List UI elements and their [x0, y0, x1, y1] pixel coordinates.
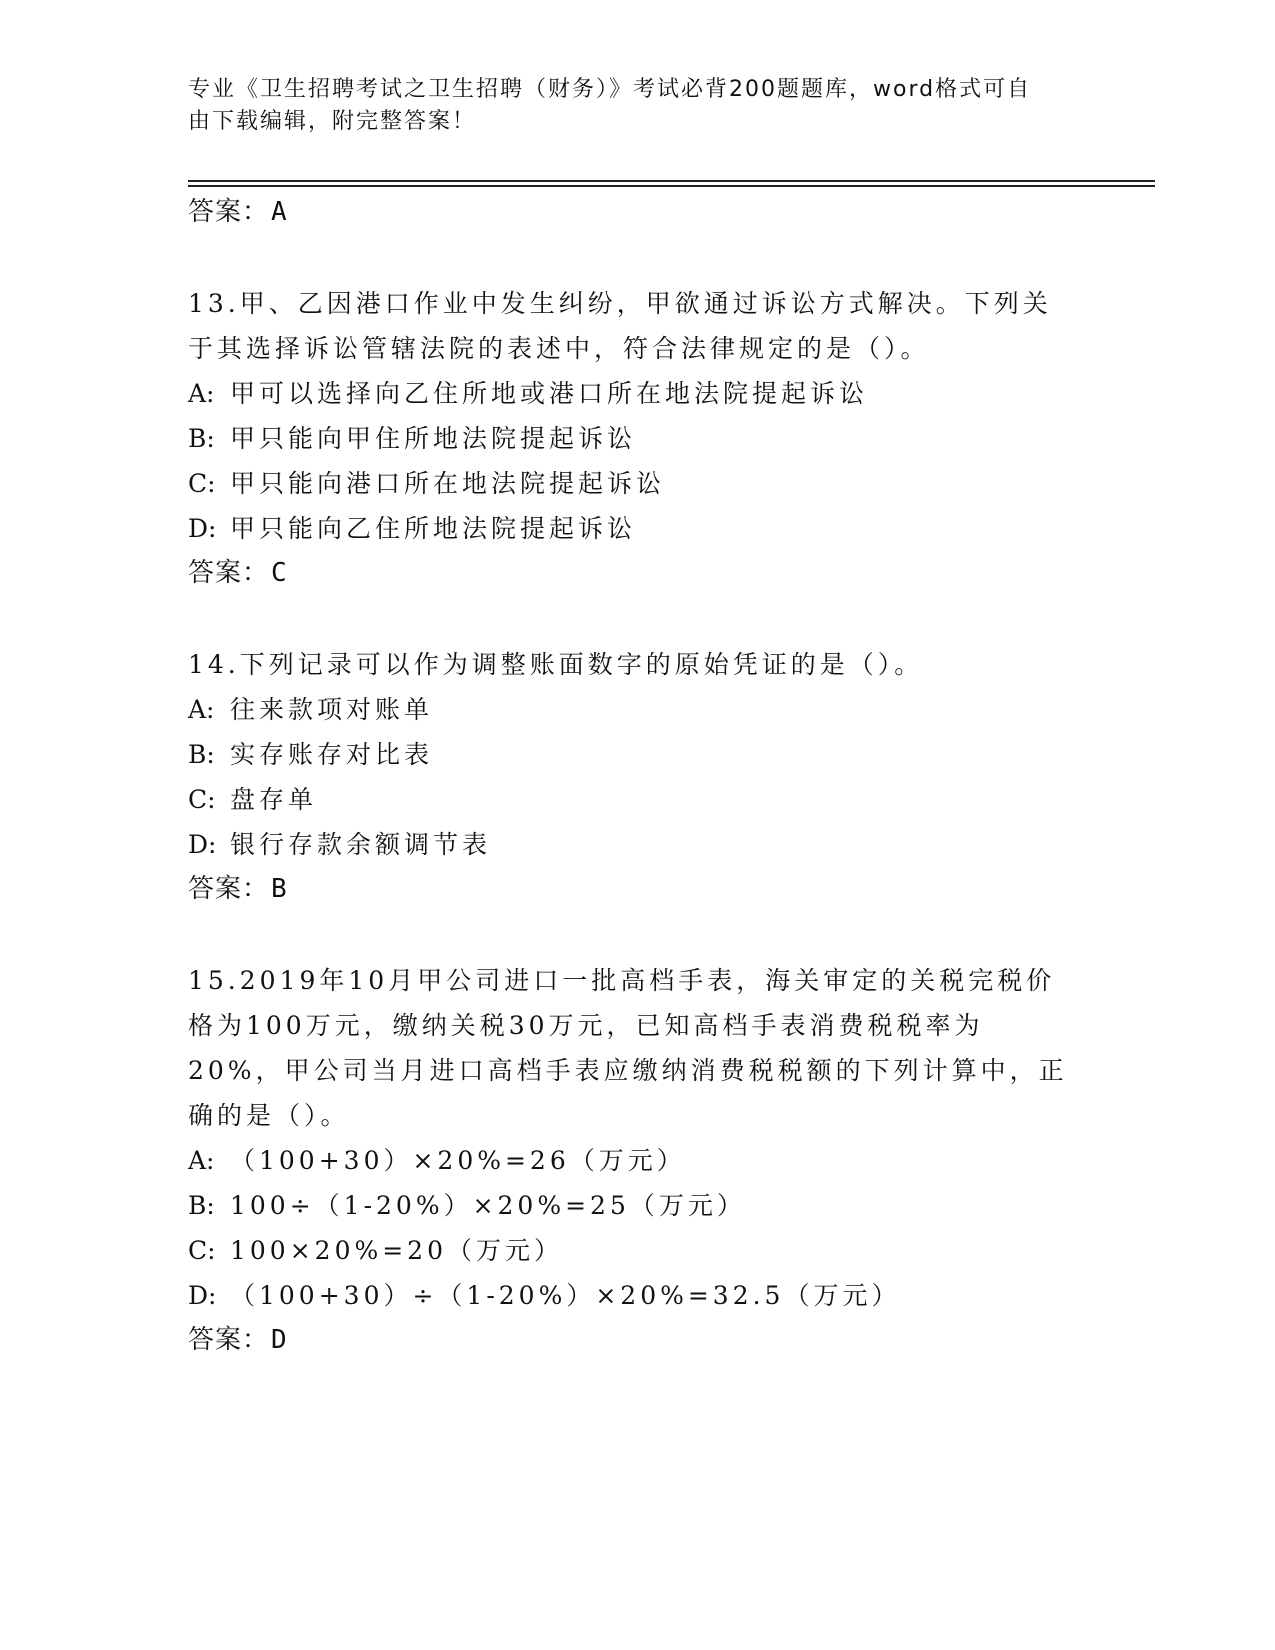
option-a — [188, 1138, 1088, 1183]
header-divider-top — [188, 180, 1155, 182]
option-text: 盘存单 — [230, 785, 318, 814]
answer-value: D — [271, 1325, 287, 1355]
option-key: C: — [188, 1236, 216, 1265]
answer-value: A — [271, 197, 287, 227]
header-line-1: 专业《卫生招聘考试之卫生招聘（财务）》考试必背200题题库，word格式可自 — [188, 77, 1032, 102]
option-text: 甲可以选择向乙住所地或港口所在地法院提起诉讼 — [230, 379, 869, 408]
option-key: B: — [188, 424, 215, 453]
header-divider-bottom — [188, 185, 1155, 187]
answer-label: 答案： — [188, 197, 270, 227]
option-b — [188, 732, 1088, 777]
option-b — [188, 1183, 1088, 1228]
answer-value: B — [271, 874, 287, 904]
question-stem: 13.甲、乙因港口作业中发生纠纷，甲欲通过诉讼方式解决。下列关于其选择诉讼管辖法院的表述中，符合法律规定的是（）。 — [188, 289, 1052, 363]
question-14 — [188, 642, 1088, 912]
question-answer — [188, 1318, 1088, 1363]
page-header — [188, 74, 1068, 138]
option-d — [188, 822, 1088, 867]
option-key: B: — [188, 1191, 215, 1220]
previous-answer — [188, 190, 1088, 235]
option-text: 甲只能向甲住所地法院提起诉讼 — [230, 424, 637, 453]
option-text: （100+30）÷（1-20%）×20%=32.5（万元） — [230, 1281, 901, 1310]
question-15 — [188, 958, 1088, 1363]
answer-label: 答案： — [188, 558, 270, 588]
option-text: 实存账存对比表 — [230, 740, 434, 769]
answer-label: 答案： — [188, 874, 270, 904]
option-key: C: — [188, 785, 216, 814]
question-answer — [188, 867, 1088, 912]
option-text: 100÷（1-20%）×20%=25（万元） — [230, 1191, 746, 1220]
question-stem: 15.2019年10月甲公司进口一批高档手表，海关审定的关税完税价格为100万元，缴纳关税30万元，已知高档手表消费税税率为20%，甲公司当月进口高档手表应缴纳消费税税额的下列计算中，正确的是（）。 — [188, 966, 1068, 1130]
question-list — [188, 190, 1088, 1363]
option-a — [188, 687, 1088, 732]
option-c — [188, 461, 1088, 506]
answer-value: C — [271, 558, 287, 588]
option-text: 甲只能向乙住所地法院提起诉讼 — [230, 514, 637, 543]
option-key: D: — [188, 1281, 217, 1310]
option-key: A: — [188, 695, 215, 724]
option-key: D: — [188, 514, 217, 543]
option-key: A: — [188, 379, 215, 408]
question-13 — [188, 281, 1088, 596]
header-line-2: 由下载编辑，附完整答案！ — [188, 109, 477, 134]
option-key: D: — [188, 830, 217, 859]
option-key: A: — [188, 1146, 215, 1175]
option-b — [188, 416, 1088, 461]
option-text: 往来款项对账单 — [230, 695, 434, 724]
option-text: 银行存款余额调节表 — [230, 830, 492, 859]
option-key: C: — [188, 469, 216, 498]
option-d — [188, 506, 1088, 551]
option-d — [188, 1273, 1088, 1318]
option-text: 甲只能向港口所在地法院提起诉讼 — [230, 469, 666, 498]
option-text: 100×20%=20（万元） — [230, 1236, 563, 1265]
option-key: B: — [188, 740, 215, 769]
option-c — [188, 777, 1088, 822]
question-stem: 14.下列记录可以作为调整账面数字的原始凭证的是（）。 — [188, 650, 924, 679]
option-c — [188, 1228, 1088, 1273]
option-text: （100+30）×20%=26（万元） — [230, 1146, 686, 1175]
answer-label: 答案： — [188, 1325, 270, 1355]
question-answer — [188, 551, 1088, 596]
option-a — [188, 371, 1088, 416]
